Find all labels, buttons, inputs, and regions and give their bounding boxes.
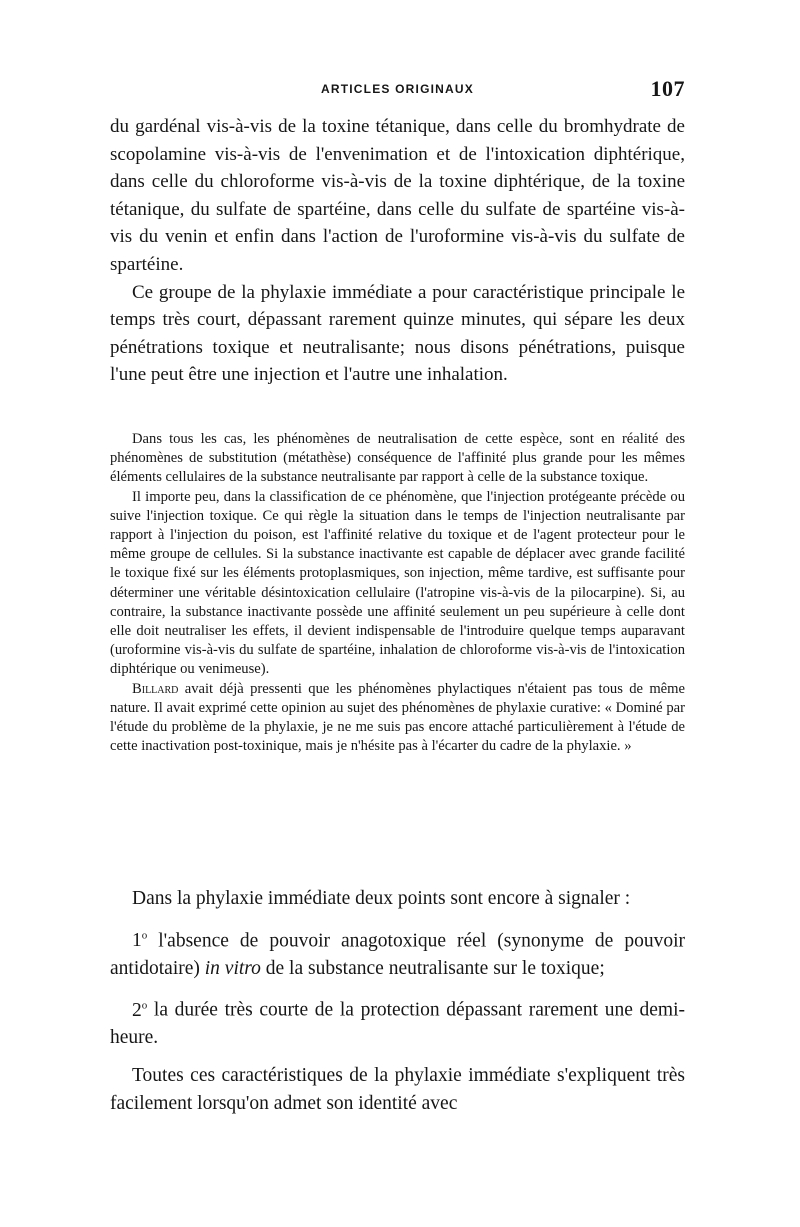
note-paragraph-neutralisation: Dans tous les cas, les phénomènes de neutralisation de cette espèce, sont en réalité des phénomènes de substitution (métathèse) conséquence de l'affinité plus grande pour les mêmes éléments cellulaires de la substance neutralisante par rapport à celle de la substance toxique. <box>110 431 685 486</box>
main-text-upper <box>110 113 685 389</box>
list-number-2: 2$^o$ <box>132 999 148 1021</box>
paragraph-continuation: du gardénal vis-à-vis de la toxine tétanique, dans celle du bromhydrate de scopolamine vis-à-vis de l'envenimation et de l'intoxication diphtérique, dans celle du chloroforme vis-à-vis de la toxine diphtérique, de la toxine tétanique, du sulfate de spartéine, dans celle du sulfate de spartéine vis-à-vis du venin et enfin dans l'action de l'uroformine vis-à-vis du sulfate de spartéine. <box>110 116 685 275</box>
note-paragraph-classification: Il importe peu, dans la classification de ce phénomène, que l'injection protégeante précède ou suive l'injection toxique. Ce qui règle la situation dans le temps de l'injection neutralisante par rapport à l'injection du poison, est l'affinité relative du toxique et de l'agent protecteur pour le même groupe de cellules. Si la substance inactivante est capable de déplacer avec grande facilité le toxique fixé sur les éléments protoplasmiques, son injection, même tardive, est suffisante pour déterminer une véritable désintoxication cellulaire (l'atropine vis-à-vis de la pilocarpine). Si, au contraire, la substance inactivante possède une affinité seulement un peu supérieure à celle dont elle doit neutraliser les effets, il devient indispensable de l'introduire quelque temps auparavant (uroformine vis-à-vis du sulfate de spartéine, inhalation de chloroforme vis-à-vis de l'intoxication diphtérique ou venimeuse). <box>110 488 685 678</box>
paragraph-characteristics: Toutes ces caractéristiques de la phylaxie immédiate s'expliquent très facilement lorsqu'on admet son identité avec <box>110 1064 685 1114</box>
small-print-notes <box>110 430 685 756</box>
list-item-2: 2$^o$ la durée très courte de la protection dépassant rarement une demi-heure. <box>110 999 685 1049</box>
page-number: 107 <box>650 76 685 101</box>
paragraph-two-points: Dans la phylaxie immédiate deux points sont encore à signaler : <box>132 888 631 909</box>
paragraph-phylaxie-immediate: Ce groupe de la phylaxie immédiate a pour caractéristique principale le temps très court, dépassant rarement quinze minutes, qui sépare les deux pénétrations toxique et neutralisante; nous disons pénétrations, puisque l'une peut être une injection et l'autre une inhalation. <box>110 281 685 386</box>
list-item-1: 1$^o$ l'absence de pouvoir anagotoxique réel (synonyme de pouvoir antidotaire) in vitro de la substance neutralisante sur le toxique; <box>110 929 685 979</box>
author-name: Billard <box>132 680 179 697</box>
italic-in-vitro: in vitro <box>204 957 261 979</box>
note-paragraph-billard <box>110 680 685 757</box>
list-number-1: 1$^o$ <box>132 929 148 952</box>
running-title: ARTICLES ORIGINAUX <box>321 82 474 96</box>
main-text-lower <box>110 885 685 1117</box>
note-billard-text: avait déjà pressenti que les phénomènes phylactiques n'étaient pas tous de même nature. Il avait exprimé cette opinion au sujet des phénomènes de phylaxie curative: « Dominé par l'étude du problème de la phylaxie, je ne me suis pas encore attaché particulièrement à l'étude de cette inactivation post-toxinique, mais je n'hésite pas à l'écarter du cadre de la phylaxie. » <box>110 680 685 755</box>
running-header <box>110 78 685 102</box>
